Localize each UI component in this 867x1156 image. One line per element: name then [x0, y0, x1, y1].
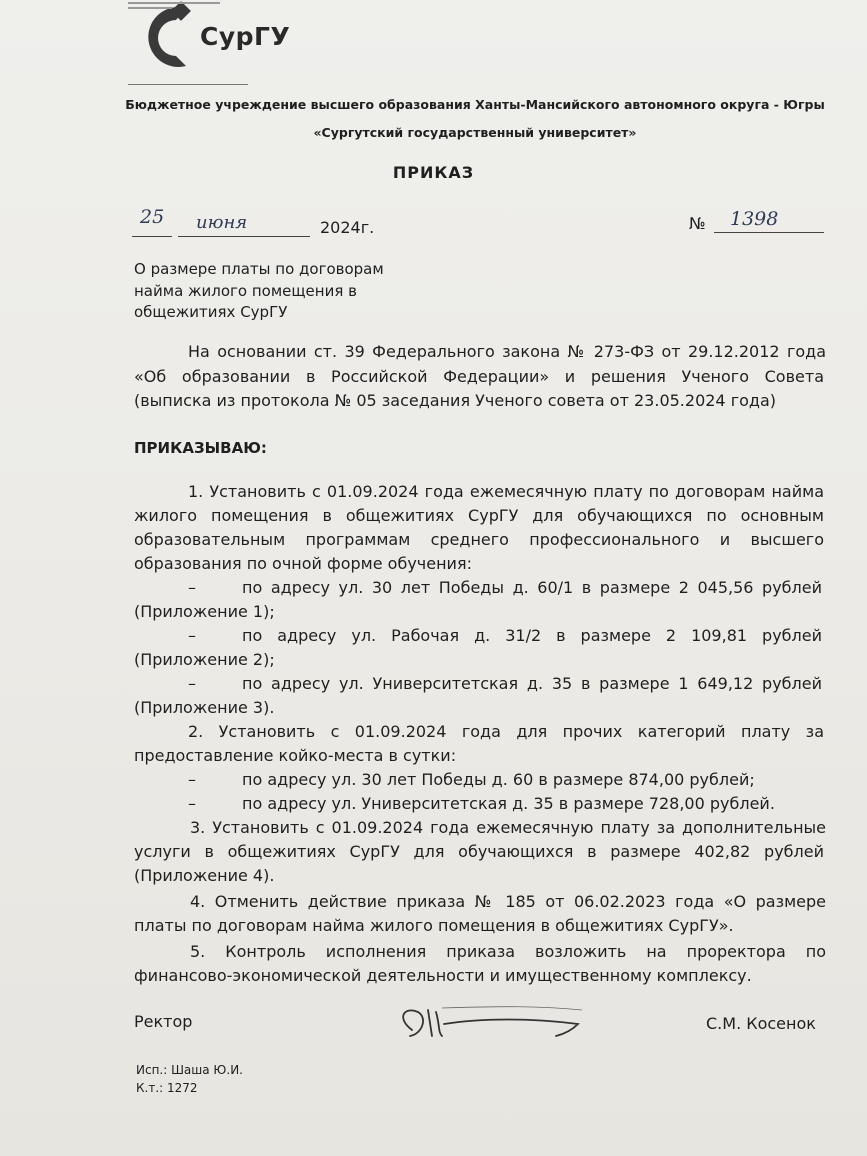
item2-list-text-2: по адресу ул. Университетская д. 35 в размере 728,00 рублей.: [242, 794, 775, 813]
item1-list-cont-1: (Приложение 1);: [134, 602, 275, 621]
item1-list-text-2: по адресу ул. Рабочая д. 31/2 в размере 2 109,81 рублей: [242, 626, 822, 645]
item3-line-2: услуги в общежитиях СурГУ для обучающихся в размере 402,82 рублей: [134, 842, 824, 861]
subject-line-3: общежитиях СурГУ: [134, 303, 288, 321]
item4-line-2: платы по договорам найма жилого помещения в общежитиях СурГУ».: [134, 916, 734, 935]
date-day: 25: [140, 206, 165, 228]
order-word: ПРИКАЗЫВАЮ:: [134, 439, 267, 457]
preamble-line-1: На основании ст. 39 Федерального закона № 273-ФЗ от 29.12.2012 года: [188, 342, 826, 361]
date-year: [320, 216, 374, 240]
item1-line-1: 1. Установить с 01.09.2024 года ежемесячную плату по договорам найма: [188, 482, 824, 501]
item2-list-bullet-2: –: [188, 794, 196, 813]
date-year-value: 2024: [320, 218, 361, 237]
handwritten-signature-icon: [392, 1000, 592, 1046]
item2-list-bullet-1: –: [188, 770, 196, 789]
item1-line-2: жилого помещения в общежитиях СурГУ для обучающихся по основным: [134, 506, 824, 525]
item5-line-1: 5. Контроль исполнения приказа возложить на проректора по: [190, 942, 826, 961]
item1-list-text-1: по адресу ул. 30 лет Победы д. 60/1 в размере 2 045,56 рублей: [242, 578, 822, 597]
item1-line-3: образовательным программам среднего профессионального и высшего: [134, 530, 824, 549]
university-logo: [128, 0, 298, 82]
item1-list-cont-2: (Приложение 2);: [134, 650, 275, 669]
item4-line-1: 4. Отменить действие приказа № 185 от 06.02.2023 года «О размере: [190, 892, 826, 911]
signature-name: С.М. Косенок: [706, 1014, 816, 1033]
executor: Исп.: Шаша Ю.И.: [136, 1063, 243, 1077]
logo-divider: [128, 84, 248, 85]
institution-line-2: «Сургутский государственный университет»: [313, 125, 637, 140]
order-number-underline: [714, 232, 824, 233]
date-month: июня: [196, 212, 248, 233]
document-title: ПРИКАЗ: [392, 163, 475, 182]
order-number: 1398: [730, 208, 779, 230]
item1-line-4: образования по очной форме обучения:: [134, 554, 472, 573]
item1-list-bullet-1: –: [188, 578, 196, 597]
item1-list-text-3: по адресу ул. Университетская д. 35 в размере 1 649,12 рублей: [242, 674, 822, 693]
logo-name: СурГУ: [200, 22, 291, 51]
item2-line-1: 2. Установить с 01.09.2024 года для прочих категорий плату за: [188, 722, 824, 741]
logo-subtitle-icon: [128, 0, 228, 12]
institution-line-1: Бюджетное учреждение высшего образования Ханты-Мансийского автономного округа - Югры: [125, 97, 825, 112]
item2-list-text-1: по адресу ул. 30 лет Победы д. 60 в размере 874,00 рублей;: [242, 770, 755, 789]
preamble-line-3: (выписка из протокола № 05 заседания Ученого совета от 23.05.2024 года): [134, 391, 776, 410]
date-day-underline: [132, 236, 172, 237]
item3-line-3: (Приложение 4).: [134, 866, 275, 885]
number-sign: №: [689, 214, 706, 233]
item3-line-1: 3. Установить с 01.09.2024 года ежемесячную плату за дополнительные: [190, 818, 826, 837]
subject-line-2: найма жилого помещения в: [134, 282, 357, 300]
item2-line-2: предоставление койко-места в сутки:: [134, 746, 457, 765]
item1-list-bullet-2: –: [188, 626, 196, 645]
contact-phone: К.т.: 1272: [136, 1081, 198, 1095]
date-month-underline: [178, 236, 310, 237]
preamble-line-2: «Об образовании в Российской Федерации» и решения Ученого Совета: [134, 367, 824, 386]
item1-list-bullet-3: –: [188, 674, 196, 693]
item1-list-cont-3: (Приложение 3).: [134, 698, 275, 717]
subject-line-1: О размере платы по договорам: [134, 260, 384, 278]
item5-line-2: финансово-экономической деятельности и имущественному комплексу.: [134, 966, 752, 985]
signature-position: Ректор: [134, 1012, 193, 1031]
date-year-suffix: г.: [360, 218, 375, 237]
